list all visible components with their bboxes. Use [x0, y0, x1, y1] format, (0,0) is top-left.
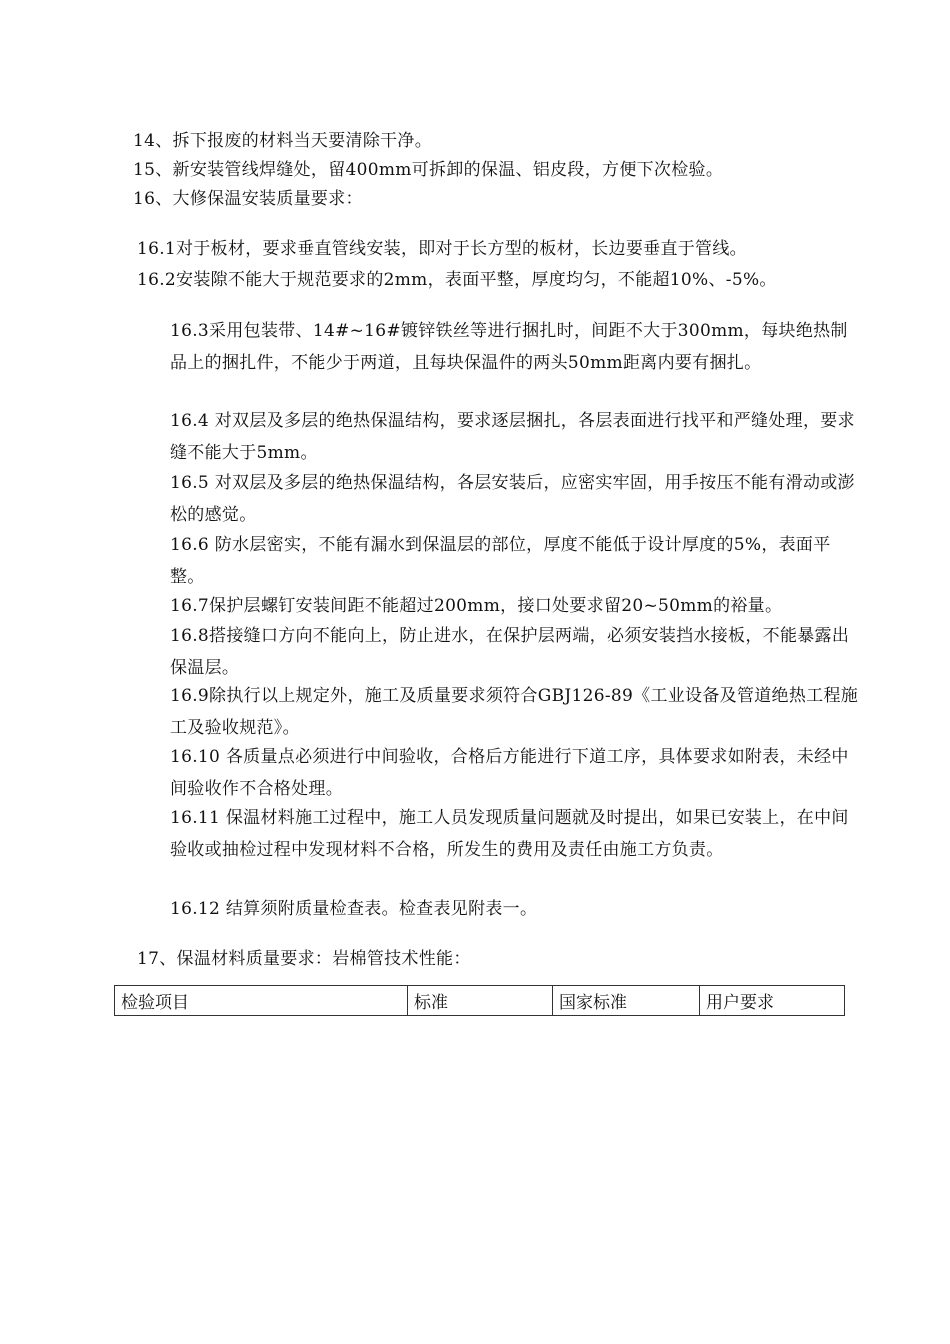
clause-16-2: 16.2安装隙不能大于规范要求的2mm，表面平整，厚度均匀，不能超10%、-5%。 [137, 270, 777, 290]
clause-16-10: 16.10 各质量点必须进行中间验收，合格后方能进行下道工序，具体要求如附表，未经中间验收作不合格处理。 [170, 747, 849, 799]
header-national-standard: 国家标准 [553, 986, 700, 1016]
clause-16-7: 16.7保护层螺钉安装间距不能超过200mm，接口处要求留20~50mm的裕量。 [170, 596, 783, 616]
header-user-requirement: 用户要求 [700, 986, 845, 1016]
clause-16-11: 16.11 保温材料施工过程中，施工人员发现质量问题就及时提出，如果已安装上，在中间验收或抽检过程中发现材料不合格，所发生的费用及责任由施工方负责。 [170, 808, 849, 860]
clause-16-5: 16.5 对双层及多层的绝热保温结构，各层安装后，应密实牢固，用手按压不能有滑动或澎松的感觉。 [170, 473, 855, 525]
header-standard: 标准 [408, 986, 553, 1016]
item-15: 15、新安装管线焊缝处，留400mm可拆卸的保温、铝皮段，方便下次检验。 [133, 160, 724, 180]
clause-16-9: 16.9除执行以上规定外，施工及质量要求须符合GBJ126-89《工业设备及管道绝热工程施工及验收规范》。 [170, 686, 859, 738]
item-16-heading: 16、大修保温安装质量要求： [133, 189, 363, 209]
clause-16-12: 16.12 结算须附质量检查表。检查表见附表一。 [170, 899, 538, 919]
item-14: 14、拆下报废的材料当天要清除干净。 [133, 131, 433, 151]
rock-wool-spec-table [114, 985, 845, 1016]
clause-16-6: 16.6 防水层密实，不能有漏水到保温层的部位，厚度不能低于设计厚度的5%，表面平整。 [170, 535, 831, 587]
header-inspection-item: 检验项目 [115, 986, 408, 1016]
clause-16-8: 16.8搭接缝口方向不能向上，防止进水，在保护层两端，必须安装挡水接板，不能暴露出保温层。 [170, 626, 850, 678]
clause-16-3: 16.3采用包装带、14#~16#镀锌铁丝等进行捆扎时，间距不大于300mm，每块绝热制品上的捆扎件，不能少于两道，且每块保温件的两头50mm距离内要有捆扎。 [170, 321, 848, 373]
clause-16-4: 16.4 对双层及多层的绝热保温结构，要求逐层捆扎，各层表面进行找平和严缝处理，要求缝不能大于5mm。 [170, 411, 855, 463]
item-17-heading: 17、保温材料质量要求：岩棉管技术性能： [137, 949, 471, 969]
table-header-row [115, 986, 845, 1016]
clause-16-1: 16.1对于板材，要求垂直管线安装，即对于长方型的板材，长边要垂直于管线。 [137, 239, 747, 259]
